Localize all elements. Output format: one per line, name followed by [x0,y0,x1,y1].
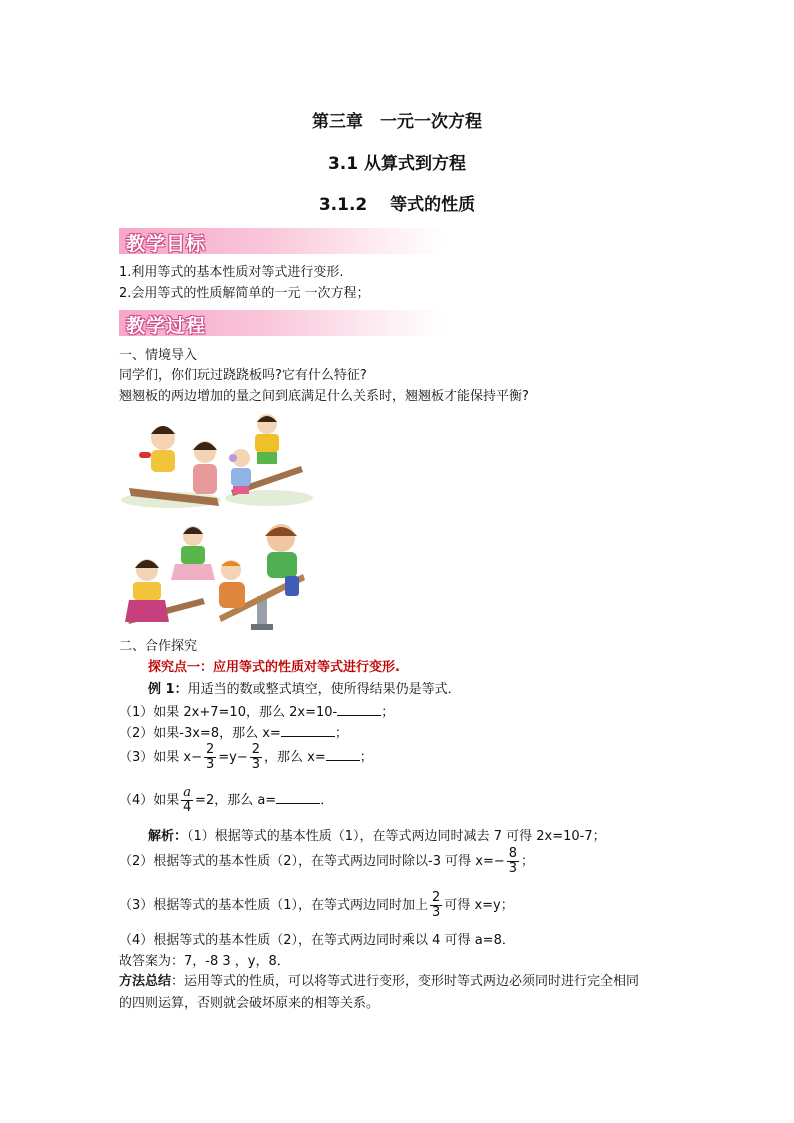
example-question-3: （3）如果 x− $\frac{2}{3}$ =y− $\frac{2}{3}$ ，那么 x= ； [119,742,373,772]
answer-blank [326,748,360,761]
fraction: $\frac{2}{3}$ [432,890,441,920]
goals-banner [119,228,446,254]
fraction: $\frac{8}{3}$ [508,846,518,876]
solution-3: （3）根据等式的基本性质（1），在等式两边同时加上 $\frac{2}{3}$ 可得 x=y； [119,890,514,920]
process-banner [119,310,446,336]
method-summary-continued: 的四则运算，否则就会破坏原来的相等关系。 [119,996,380,1011]
subsection-title: 3.1.2 等式的性质 [318,195,476,215]
example-question-1: （1）如果 2x+7=10，那么 2x=10- ； [119,705,395,720]
solution-label: 解析： [148,829,188,844]
answer-blank [337,703,381,716]
explore-heading: 二、合作探究 [119,639,198,654]
solution-4: （4）根据等式的基本性质（2），在等式两边同时乘以 4 可得 a=8． [119,933,515,948]
answer-line: 故答案为：7，-8 3 ，y，8． [119,954,290,969]
example-question-2: （2）如果-3x=8，那么 x= ； [119,726,348,741]
solution-2: （2）根据等式的基本性质（2），在等式两边同时除以-3 可得 x=− $\frac{8}{3}$ ； [119,846,535,876]
fraction: $\frac{a}{4}$ [183,785,192,815]
seesaw-illustration-bottom [119,516,315,632]
fraction: $\frac{2}{3}$ [206,742,215,772]
solution-1: 解析：（1）根据等式的基本性质（1），在等式两边同时减去 7 可得 2x=10-7； [148,829,606,844]
section-title: 3.1 从算式到方程 [327,154,467,174]
process-banner-label: 教学过程 [126,315,207,337]
goal-item: 2.会用等式的性质解简单的一元 一次方程； [119,286,370,301]
fraction: $\frac{2}{3}$ [251,742,261,772]
explore-point: 探究点一：应用等式的性质对等式进行变形. [148,660,400,675]
answer-blank [276,791,320,804]
goal-item: 1.利用等式的基本性质对等式进行变形. [119,265,344,280]
method-summary: 方法总结：运用等式的性质，可以将等式进行变形，变形时等式两边必须同时进行完全相同 [119,974,640,989]
intro-question: 同学们，你们玩过跷跷板吗?它有什么特征? [119,368,367,383]
chapter-title: 第三章 一元一次方程 [312,112,482,132]
example-text: 用适当的数或整式填空，使所得结果仍是等式． [187,682,461,697]
goals-banner-label: 教学目标 [126,233,207,255]
summary-label: 方法总结 [119,974,172,989]
example-1 [148,681,461,699]
example-label: 例 1： [148,682,188,697]
answer-blank [281,724,335,737]
intro-question: 翘翘板的两边增加的量之间到底满足什么关系时，翘翘板才能保持平衡? [119,389,529,404]
example-question-4: （4）如果 $\frac{a}{4}$ =2，那么 a= ． [119,785,334,815]
intro-heading: 一、情境导入 [119,348,198,363]
seesaw-illustration-top [119,412,315,512]
